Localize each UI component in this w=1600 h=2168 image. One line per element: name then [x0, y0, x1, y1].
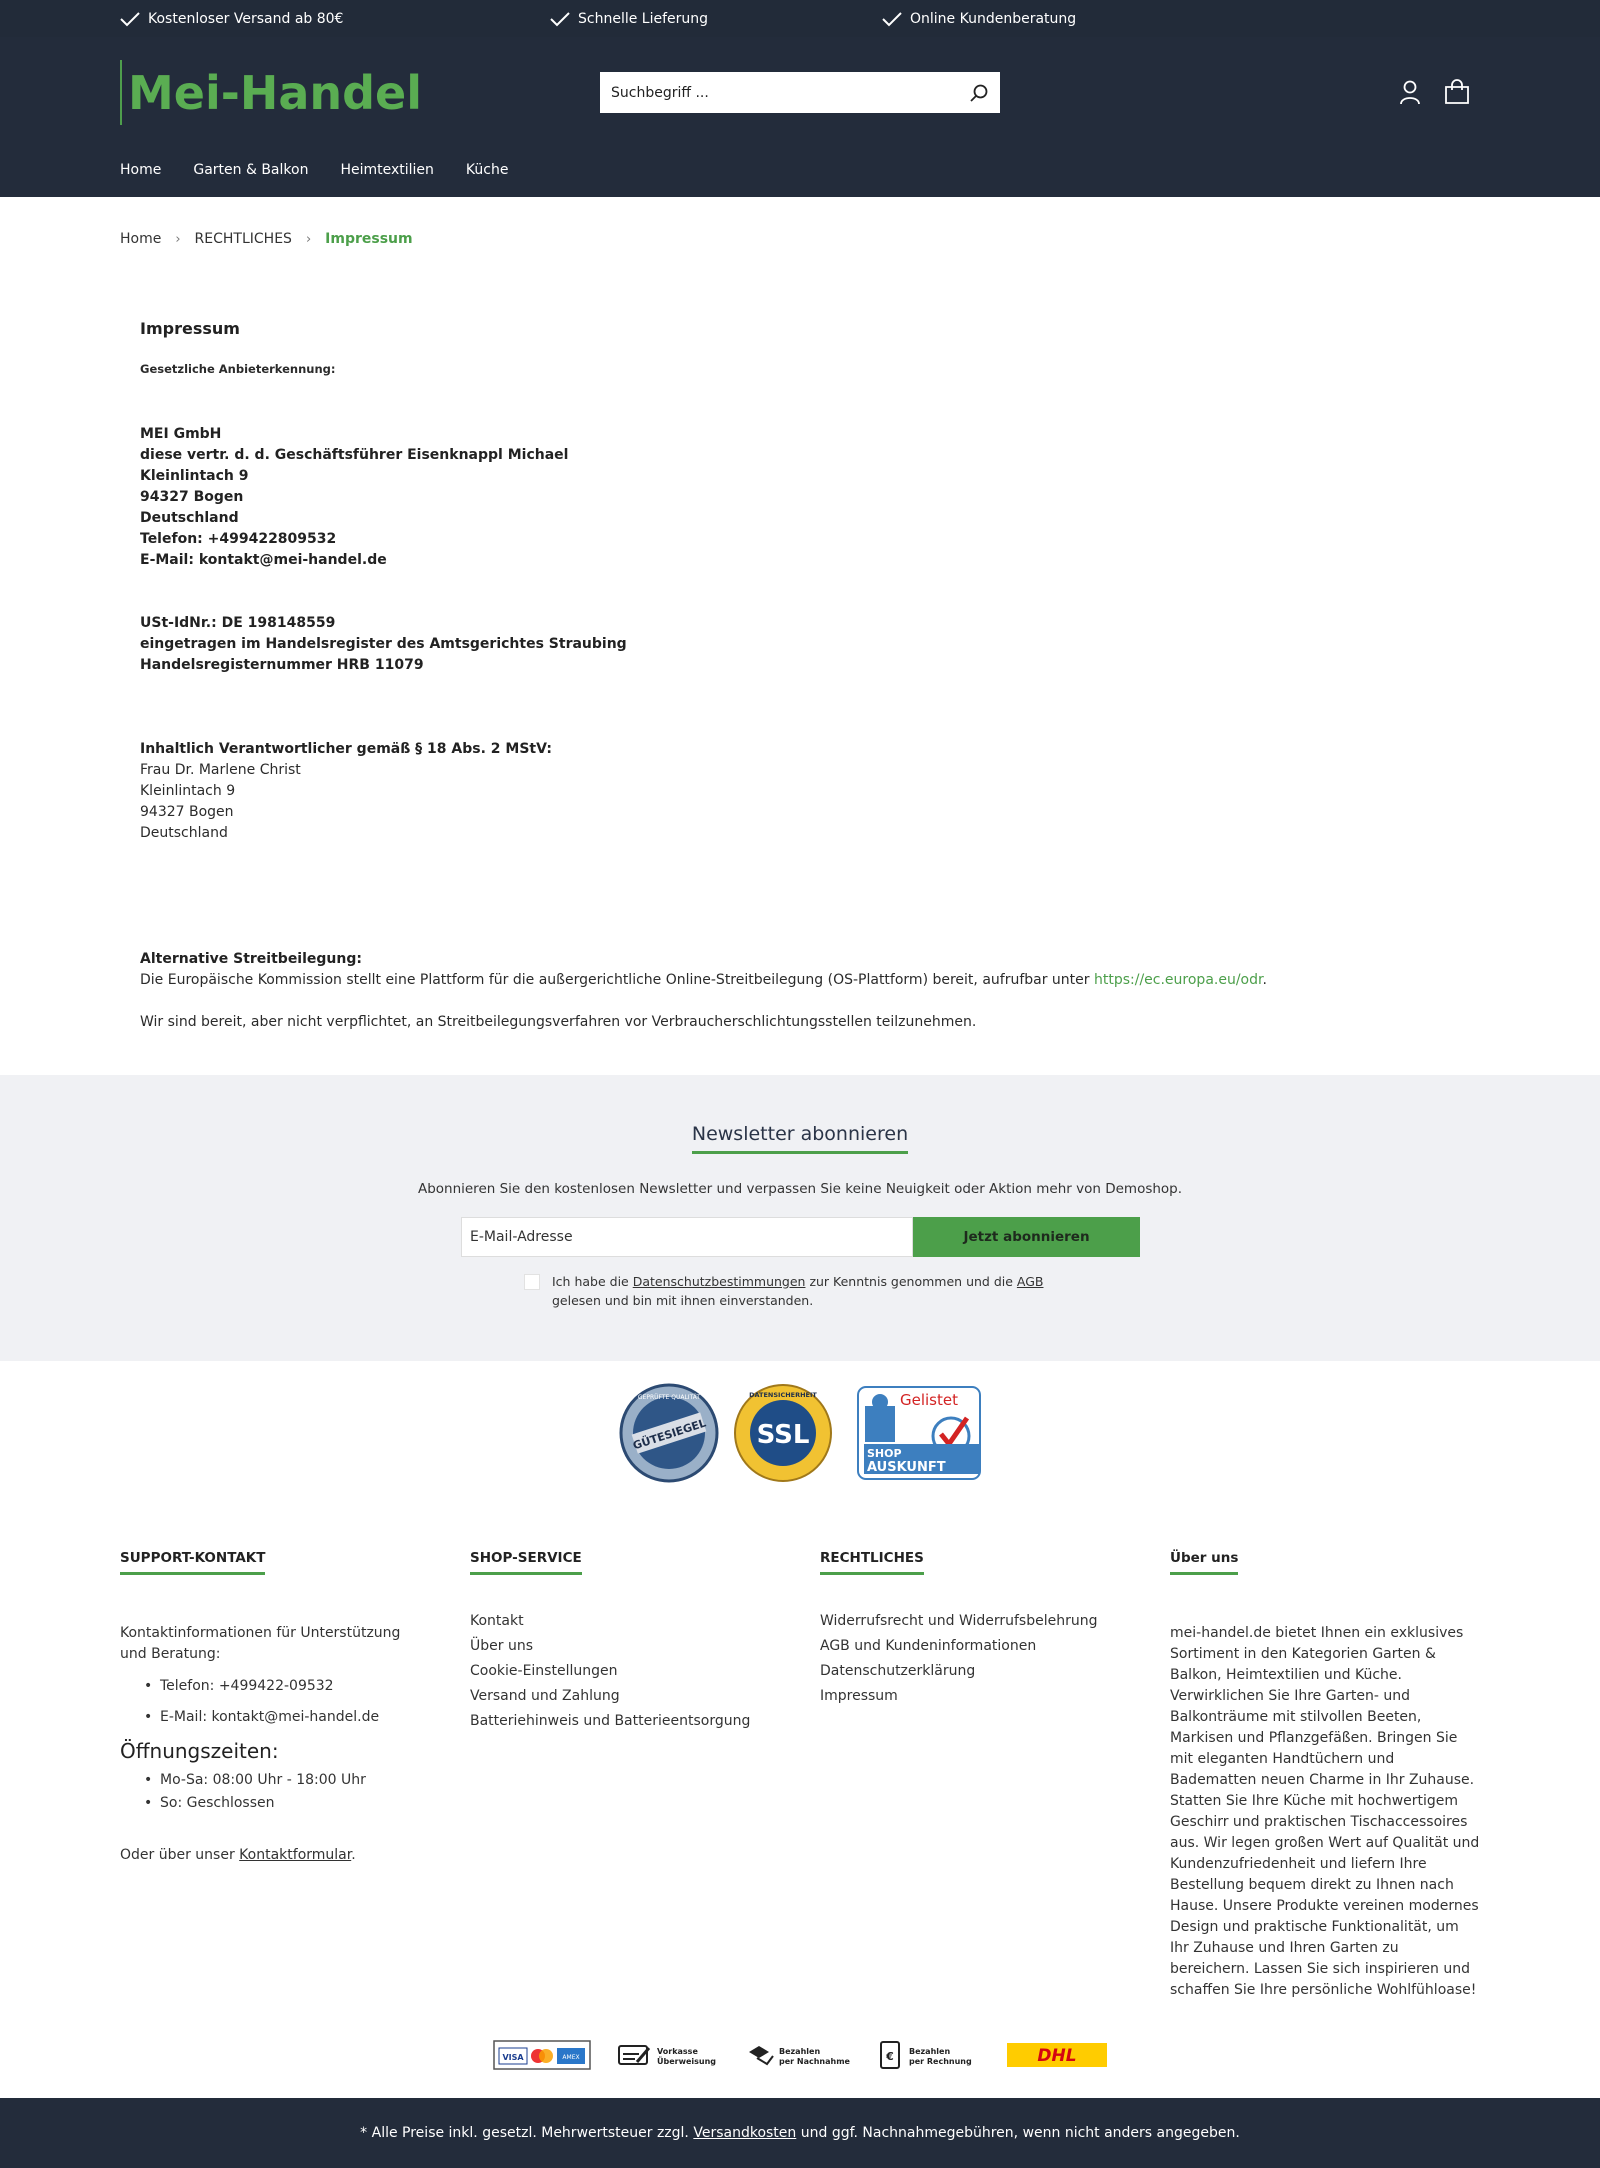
provider-heading: Gesetzliche Anbieterkennung:	[140, 362, 336, 376]
chevron-right-icon: ›	[175, 231, 181, 247]
footer-about	[1170, 1550, 1480, 2001]
impressum-content	[140, 318, 1480, 1033]
agb-link[interactable]: AGB	[1016, 1274, 1044, 1289]
breadcrumb-current: Impressum	[325, 231, 413, 247]
rechnung-line1: Bezahlen	[909, 2047, 951, 2056]
nav-item-kueche[interactable]: Küche	[465, 162, 509, 178]
credit-cards-logo	[493, 2040, 591, 2070]
site-header	[0, 37, 1600, 197]
register-line: USt-IdNr.: DE 198148559	[140, 615, 336, 631]
chevron-right-icon: ›	[305, 231, 312, 247]
footer-heading: Über uns	[1170, 1550, 1238, 1575]
subscribe-button[interactable]: Jetzt abonnieren	[913, 1217, 1140, 1257]
consent-pre: Ich habe die	[552, 1274, 633, 1289]
guetesiegel-label: GÜTESIEGEL	[631, 1416, 708, 1453]
auskunft-label: AUSKUNFT	[867, 1460, 946, 1475]
nav-item-home[interactable]: Home	[120, 162, 162, 178]
footer-link[interactable]: Widerrufsrecht und Widerrufsbelehrung	[820, 1613, 1098, 1629]
vorkasse-logo	[617, 2040, 721, 2070]
contact-form-link[interactable]: Kontaktformular	[239, 1847, 352, 1863]
legal-links	[820, 1609, 1130, 1709]
guetesiegel-ring-text: GEPRÜFTE QUALITÄT	[637, 1394, 701, 1401]
company-line: Deutschland	[140, 510, 239, 526]
nav-item-garten-balkon[interactable]: Garten & Balkon	[193, 162, 309, 178]
header-actions	[1398, 79, 1468, 105]
support-email[interactable]: • E-Mail: kontakt@mei-handel.de	[120, 1706, 430, 1729]
consent-post: gelesen und bin mit ihnen einverstanden.	[552, 1293, 814, 1308]
footer-heading: SUPPORT-KONTAKT	[120, 1550, 265, 1575]
dispute-text-body: Die Europäische Kommission stellt eine Plattform für die außergerichtliche Online-Streitbeilegung (OS-Plattform) bereit, aufrufbar unter	[140, 972, 1094, 988]
contact-form-text	[120, 1845, 430, 1866]
search-input[interactable]	[600, 72, 958, 113]
search-button[interactable]	[958, 72, 1000, 113]
nachnahme-logo	[747, 2040, 851, 2070]
price-notice-bar	[0, 2098, 1600, 2168]
price-notice-post: und ggf. Nachnahmegebühren, wenn nicht anders angegeben.	[796, 2125, 1240, 2141]
newsletter-email-input[interactable]	[461, 1217, 913, 1257]
page-title: Impressum	[140, 319, 240, 338]
footer-link[interactable]: Cookie-Einstellungen	[470, 1663, 618, 1679]
responsible-block	[140, 739, 1480, 844]
newsletter-form	[461, 1217, 1140, 1257]
responsible-heading: Inhaltlich Verantwortlicher gemäß § 18 Abs. 2 MStV:	[140, 741, 552, 757]
amex-label: AMEX	[562, 2054, 580, 2061]
register-line: Handelsregisternummer HRB 11079	[140, 657, 424, 673]
support-intro: Kontaktinformationen für Unterstützung und Beratung:	[120, 1625, 401, 1662]
nav-item-heimtextilien[interactable]: Heimtextilien	[340, 162, 434, 178]
vorkasse-line1: Vorkasse	[657, 2047, 698, 2056]
shop-label: SHOP	[867, 1447, 902, 1460]
consent-mid: zur Kenntnis genommen und die	[805, 1274, 1017, 1289]
nachnahme-line2: per Nachnahme	[779, 2057, 850, 2066]
newsletter-title-wrap	[0, 1123, 1600, 1154]
ssl-ring-text: DATENSICHERHEIT	[749, 1391, 817, 1399]
check-icon	[882, 11, 902, 27]
newsletter-consent	[524, 1272, 1084, 1310]
hours-list	[120, 1769, 430, 1815]
footer-link[interactable]: Versand und Zahlung	[470, 1688, 620, 1704]
company-line: diese vertr. d. d. Geschäftsführer Eisenknappl Michael	[140, 447, 569, 463]
price-notice	[360, 2125, 1240, 2141]
footer-heading: RECHTLICHES	[820, 1550, 924, 1575]
footer-link[interactable]: Kontakt	[470, 1613, 524, 1629]
dispute-text-end: .	[1262, 972, 1267, 988]
company-line: E-Mail: kontakt@mei-handel.de	[140, 552, 387, 568]
dhl-label: DHL	[1037, 2046, 1077, 2066]
register-block	[140, 613, 1480, 676]
search-icon	[969, 83, 989, 103]
newsletter-section	[0, 1075, 1600, 1361]
gelistet-label: Gelistet	[900, 1391, 958, 1409]
responsible-line: Kleinlintach 9	[140, 783, 236, 799]
visa-label: VISA	[502, 2053, 524, 2062]
rechnung-line2: per Rechnung	[909, 2057, 972, 2066]
footer-link[interactable]: AGB und Kundeninformationen	[820, 1638, 1037, 1654]
register-line: eingetragen im Handelsregister des Amtsgerichtes Straubing	[140, 636, 627, 652]
footer-legal	[820, 1550, 1130, 1709]
rechnung-logo	[877, 2040, 981, 2070]
consent-text	[552, 1272, 1084, 1310]
contact-form-post: .	[351, 1847, 356, 1863]
hours-item: • Mo-Sa: 08:00 Uhr - 18:00 Uhr	[120, 1769, 430, 1792]
privacy-link[interactable]: Datenschutzbestimmungen	[632, 1274, 806, 1289]
dispute-block	[140, 949, 1480, 1033]
price-notice-pre: * Alle Preise inkl. gesetzl. Mehrwertsteuer zzgl.	[360, 2125, 694, 2141]
newsletter-title: Newsletter abonnieren	[692, 1123, 908, 1154]
cart-icon[interactable]	[1444, 79, 1468, 105]
usp-item	[882, 0, 1076, 37]
company-line: 94327 Bogen	[140, 489, 244, 505]
dispute-text	[140, 970, 1480, 991]
main-nav	[120, 162, 508, 178]
breadcrumb-home[interactable]: Home	[120, 231, 162, 247]
vorkasse-line2: Überweisung	[657, 2057, 717, 2066]
hours-item: • So: Geschlossen	[120, 1792, 430, 1815]
check-icon	[550, 11, 570, 27]
ssl-badge[interactable]	[733, 1383, 833, 1483]
newsletter-description: Abonnieren Sie den kostenlosen Newsletter und verpassen Sie keine Neuigkeit oder Aktion mehr von Demoshop.	[417, 1181, 1183, 1197]
footer-service	[470, 1550, 780, 1734]
service-links	[470, 1609, 780, 1734]
check-icon	[120, 11, 140, 27]
support-list	[120, 1675, 430, 1729]
usp-label: Online Kundenberatung	[910, 10, 1077, 27]
footer-link[interactable]: Datenschutzerklärung	[820, 1663, 976, 1679]
usp-label: Kostenloser Versand ab 80€	[148, 10, 344, 27]
usp-bar	[0, 0, 1600, 37]
company-block	[140, 424, 1480, 571]
search-bar	[600, 72, 1000, 113]
company-line: Kleinlintach 9	[140, 468, 249, 484]
consent-checkbox[interactable]	[524, 1274, 540, 1290]
footer-heading: SHOP-SERVICE	[470, 1550, 582, 1575]
footer-link[interactable]: Batteriehinweis und Batterieentsorgung	[470, 1713, 751, 1729]
payment-methods	[0, 2040, 1600, 2070]
breadcrumb-rechtliches[interactable]: RECHTLICHES	[194, 231, 292, 247]
shopauskunft-badge[interactable]	[857, 1386, 981, 1480]
responsible-line: Deutschland	[140, 825, 228, 841]
logo-text: Mei-Handel	[128, 65, 423, 120]
dispute-heading: Alternative Streitbeilegung:	[140, 951, 362, 967]
logo[interactable]	[120, 60, 422, 125]
breadcrumb	[120, 231, 413, 247]
contact-form-pre: Oder über unser	[120, 1847, 240, 1863]
odr-link[interactable]: https://ec.europa.eu/odr	[1093, 972, 1263, 988]
dispute-note: Wir sind bereit, aber nicht verpflichtet, an Streitbeilegungsverfahren vor Verbraucherschlichtungsstellen teilzunehmen.	[140, 1014, 977, 1030]
footer-link[interactable]: Impressum	[820, 1688, 898, 1704]
footer-support	[120, 1550, 430, 1866]
about-text: mei-handel.de bietet Ihnen ein exklusives Sortiment in den Kategorien Garten & Balkon, Heimtextilien und Küche. Verwirklichen Sie Ihre Garten- und Balkonträume mit stilvollen Beeten, Markisen und Pflanzgefäßen. Bringen Sie mit eleganten Handtüchern und Badematten neuen Charme in Ihr Zuhause. Statten Sie Ihre Küche mit hochwertigem Geschirr und praktischen Tischaccessoires aus. Wir legen großen Wert auf Qualität und Kundenzufriedenheit und liefern Ihre Bestellung bequem direkt zu Ihnen nach Hause. Unsere Produkte vereinen modernes Design und praktische Funktionalität, um Ihr Zuhause und Ihren Garten zu bereichern. Lassen Sie sich inspirieren und schaffen Sie Ihre persönliche Wohlfühloase!	[1170, 1625, 1480, 1998]
account-icon[interactable]	[1398, 79, 1422, 105]
dhl-logo	[1007, 2043, 1107, 2067]
responsible-line: 94327 Bogen	[140, 804, 234, 820]
usp-item	[550, 0, 708, 37]
company-line: Telefon: +499422809532	[140, 531, 337, 547]
company-line: MEI GmbH	[140, 426, 222, 442]
nachnahme-line1: Bezahlen	[779, 2047, 821, 2056]
usp-item	[120, 0, 343, 37]
ssl-label: SSL	[756, 1420, 810, 1450]
hours-heading: Öffnungszeiten:	[120, 1739, 279, 1763]
shipping-costs-link[interactable]: Versandkosten	[693, 2125, 797, 2141]
footer-link[interactable]: Über uns	[470, 1638, 533, 1654]
svg-text:€: €	[886, 2050, 894, 2063]
responsible-line: Frau Dr. Marlene Christ	[140, 762, 301, 778]
support-phone[interactable]: • Telefon: +499422-09532	[120, 1675, 430, 1698]
guetesiegel-badge[interactable]	[619, 1383, 719, 1483]
trust-badges	[0, 1383, 1600, 1483]
usp-label: Schnelle Lieferung	[578, 10, 709, 27]
